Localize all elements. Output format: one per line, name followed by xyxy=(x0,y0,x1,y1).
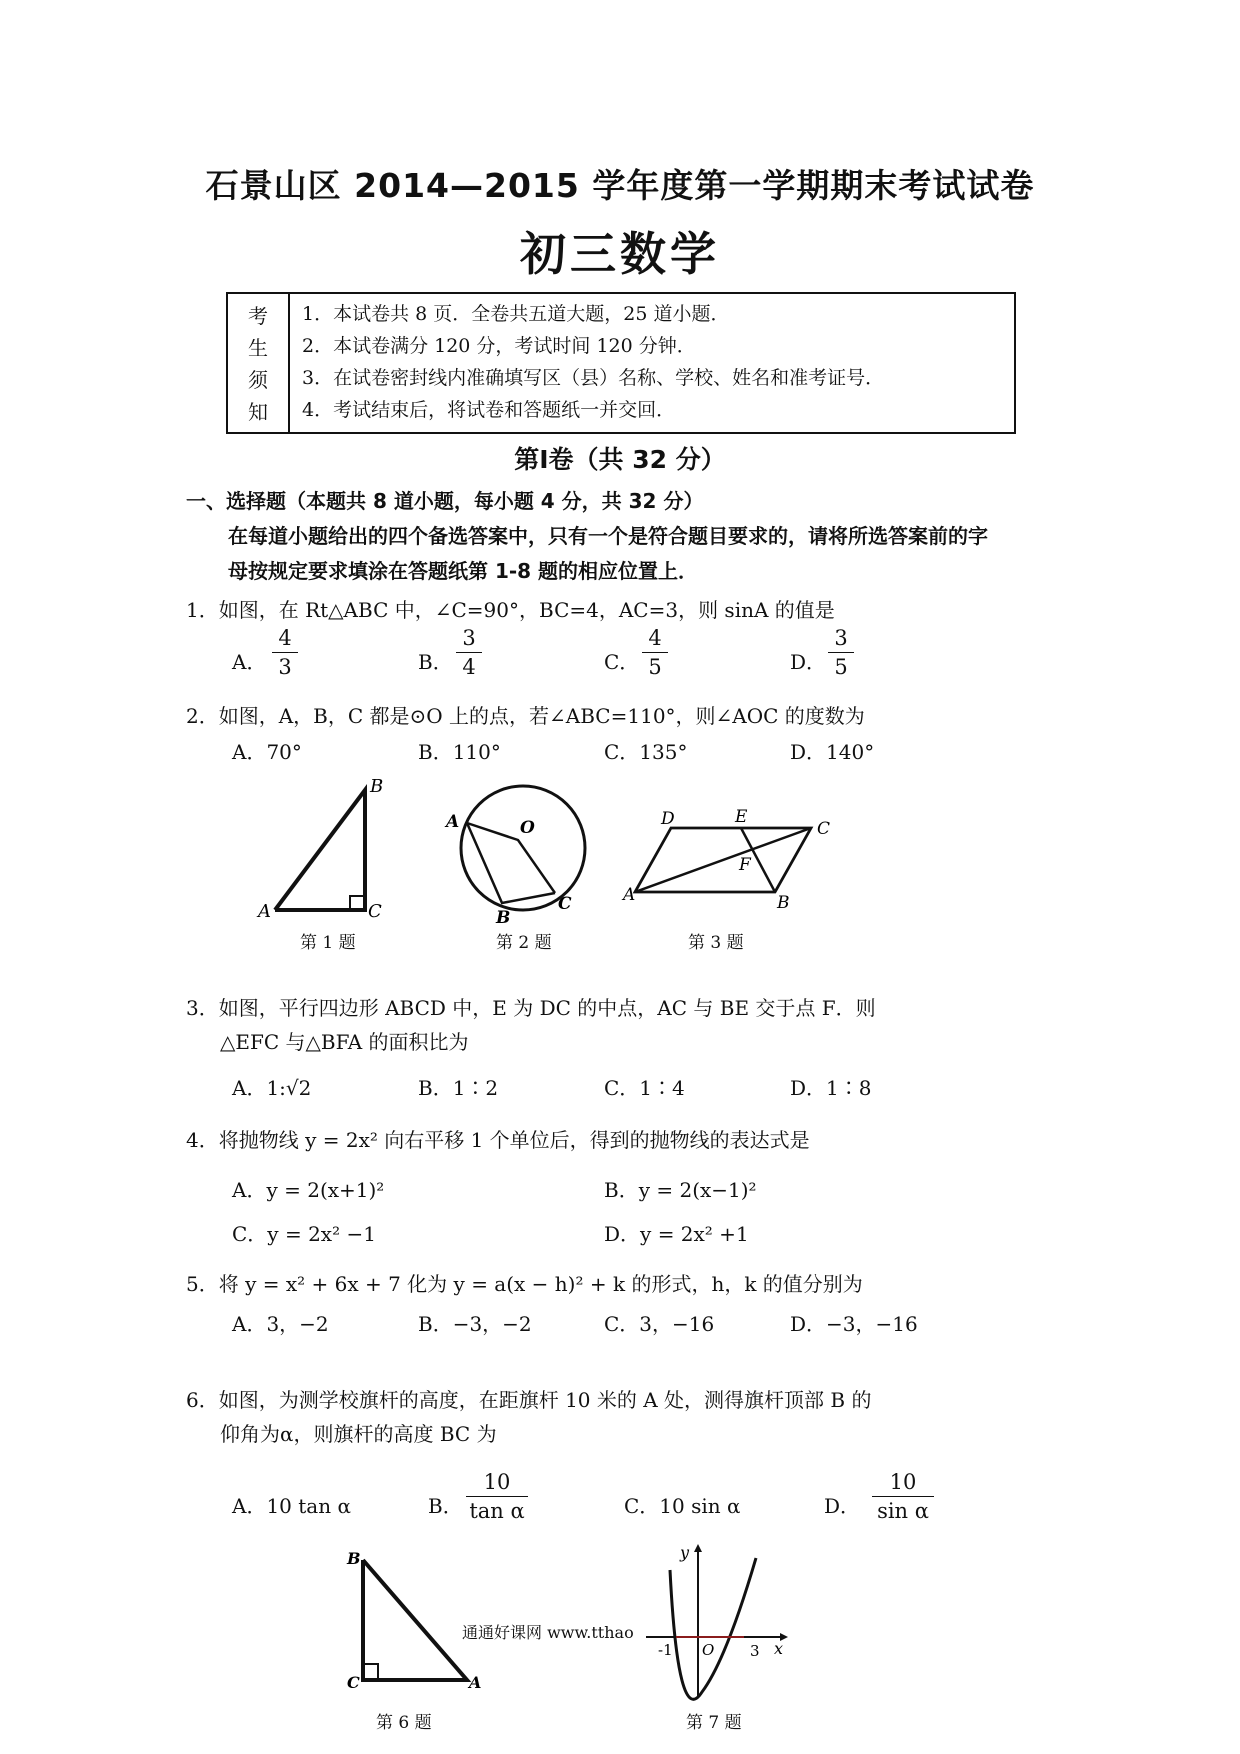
notice-item: 3．在试卷密封线内准确填写区（县）名称、学校、姓名和准考证号． xyxy=(302,367,885,389)
q1-stem: 1．如图，在 Rt△ABC 中，∠C=90°，BC=4，AC=3，则 sinA 的值是 xyxy=(186,598,835,622)
q3-option: A．1:√2 xyxy=(232,1076,312,1100)
fig3-label-f: F xyxy=(739,855,751,875)
notice-item: 2．本试卷满分 120 分，考试时间 120 分钟． xyxy=(302,335,696,357)
q4-stem: 4．将抛物线 y = 2x² 向右平移 1 个单位后，得到的抛物线的表达式是 xyxy=(186,1128,810,1152)
fig1-label-b: B xyxy=(370,776,384,797)
q5-option: A．3，−2 xyxy=(232,1312,329,1336)
exam-notice-box xyxy=(226,292,1016,434)
fig2-label-c: C xyxy=(558,894,572,914)
figure-caption: 第 7 题 xyxy=(686,1713,742,1733)
q1-option-c-label: C． xyxy=(604,650,640,674)
q6-stem: 仰角为α，则旗杆的高度 BC 为 xyxy=(220,1422,497,1446)
q6-option-b-label: B． xyxy=(428,1494,463,1518)
q6-option-a: A．10 tan α xyxy=(232,1494,351,1518)
section-instruction: 母按规定要求填涂在答题纸第 1-8 题的相应位置上． xyxy=(228,559,699,583)
q2-option: C．135° xyxy=(604,740,688,764)
notice-label-char: 考 xyxy=(248,304,268,328)
figure-caption: 第 3 题 xyxy=(688,933,744,953)
q2-option: A．70° xyxy=(232,740,302,764)
q1-option-b-label: B． xyxy=(418,650,453,674)
q1-option-d-fraction: 3 5 xyxy=(828,626,854,679)
q3-option: D．1∶8 xyxy=(790,1076,872,1100)
section-instruction: 在每道小题给出的四个备选答案中，只有一个是符合题目要求的，请将所选答案前的字 xyxy=(228,524,988,548)
fig7-label-x: x xyxy=(774,1639,784,1658)
notice-item: 1．本试卷共 8 页．全卷共五道大题，25 道小题． xyxy=(302,303,730,325)
q5-option: D．−3，−16 xyxy=(790,1312,918,1336)
figure-q3-parallelogram xyxy=(623,800,845,913)
q6-option-b-fraction: 10 tan α xyxy=(466,1470,528,1523)
fig7-label-3: 3 xyxy=(750,1642,760,1660)
q4-option: D．y = 2x² +1 xyxy=(604,1222,749,1246)
q6-option-d-fraction: 10 sin α xyxy=(872,1470,934,1523)
q4-option: C．y = 2x² −1 xyxy=(232,1222,376,1246)
notice-label-char: 知 xyxy=(248,400,268,424)
fig7-label-neg1: -1 xyxy=(658,1641,673,1659)
fig7-label-o: O xyxy=(702,1641,715,1659)
fig3-label-a: A xyxy=(623,885,636,905)
q3-stem: 3．如图，平行四边形 ABCD 中，E 为 DC 的中点，AC 与 BE 交于点 F．则 xyxy=(186,996,876,1020)
q2-option: D．140° xyxy=(790,740,875,764)
q3-stem: △EFC 与△BFA 的面积比为 xyxy=(220,1030,469,1054)
fig6-label-a: A xyxy=(469,1673,482,1692)
fig3-label-c: C xyxy=(817,819,831,839)
q5-option: C．3，−16 xyxy=(604,1312,715,1336)
subject-title: 初三数学 xyxy=(520,227,720,281)
q4-option: B．y = 2(x−1)² xyxy=(604,1178,757,1202)
q3-option: C．1∶4 xyxy=(604,1076,685,1100)
q1-option-a-label: A． xyxy=(232,650,267,674)
fig2-label-o: O xyxy=(520,818,535,838)
fig1-label-c: C xyxy=(368,901,382,922)
figure-q2-circle xyxy=(440,775,600,928)
q6-option-c: C．10 sin α xyxy=(624,1494,741,1518)
fig3-label-e: E xyxy=(735,807,748,827)
q1-option-b-fraction: 3 4 xyxy=(456,626,482,679)
q1-option-d-label: D． xyxy=(790,650,827,674)
fig3-label-b: B xyxy=(777,893,790,913)
q1-option-a-fraction: 4 3 xyxy=(272,626,298,679)
notice-label-char: 生 xyxy=(248,336,268,360)
figure-caption: 第 1 题 xyxy=(300,933,356,953)
q2-option: B．110° xyxy=(418,740,501,764)
q3-option: B．1∶2 xyxy=(418,1076,499,1100)
figure-caption: 第 2 题 xyxy=(496,933,552,953)
q5-stem: 5．将 y = x² + 6x + 7 化为 y = a(x − h)² + k 的形式，h，k 的值分别为 xyxy=(186,1272,863,1296)
watermark-text: 通通好课网 www.tthao xyxy=(462,1623,634,1642)
figure-caption: 第 6 题 xyxy=(376,1713,432,1733)
fig7-label-y: y xyxy=(680,1543,690,1562)
notice-item: 4．考试结束后，将试卷和答题纸一并交回． xyxy=(302,399,676,421)
fig1-label-a: A xyxy=(258,901,271,922)
fig2-label-b: B xyxy=(496,908,511,928)
exam-title: 石景山区 2014—2015 学年度第一学期期末考试试卷 xyxy=(205,166,1035,205)
fig6-label-c: C xyxy=(347,1673,360,1692)
q6-option-d-label: D． xyxy=(824,1494,861,1518)
fig2-label-a: A xyxy=(446,812,460,832)
q4-option: A．y = 2(x+1)² xyxy=(232,1178,385,1202)
q2-stem: 2．如图，A，B，C 都是⊙O 上的点，若∠ABC=110°，则∠AOC 的度数为 xyxy=(186,704,865,728)
q5-option: B．−3，−2 xyxy=(418,1312,532,1336)
figure-q7-parabola xyxy=(640,1540,790,1700)
q6-stem: 6．如图，为测学校旗杆的高度，在距旗杆 10 米的 A 处，测得旗杆顶部 B 的 xyxy=(186,1388,872,1412)
notice-label-char: 须 xyxy=(248,368,268,392)
notice-label-column xyxy=(228,294,290,432)
part-one-title: 第Ⅰ卷（共 32 分） xyxy=(514,445,726,474)
fig3-label-d: D xyxy=(661,809,675,829)
q1-option-c-fraction: 4 5 xyxy=(642,626,668,679)
section-heading: 一、选择题（本题共 8 道小题，每小题 4 分，共 32 分） xyxy=(186,489,704,513)
figure-q1-right-triangle xyxy=(250,775,400,925)
fig6-label-b: B xyxy=(347,1549,361,1568)
